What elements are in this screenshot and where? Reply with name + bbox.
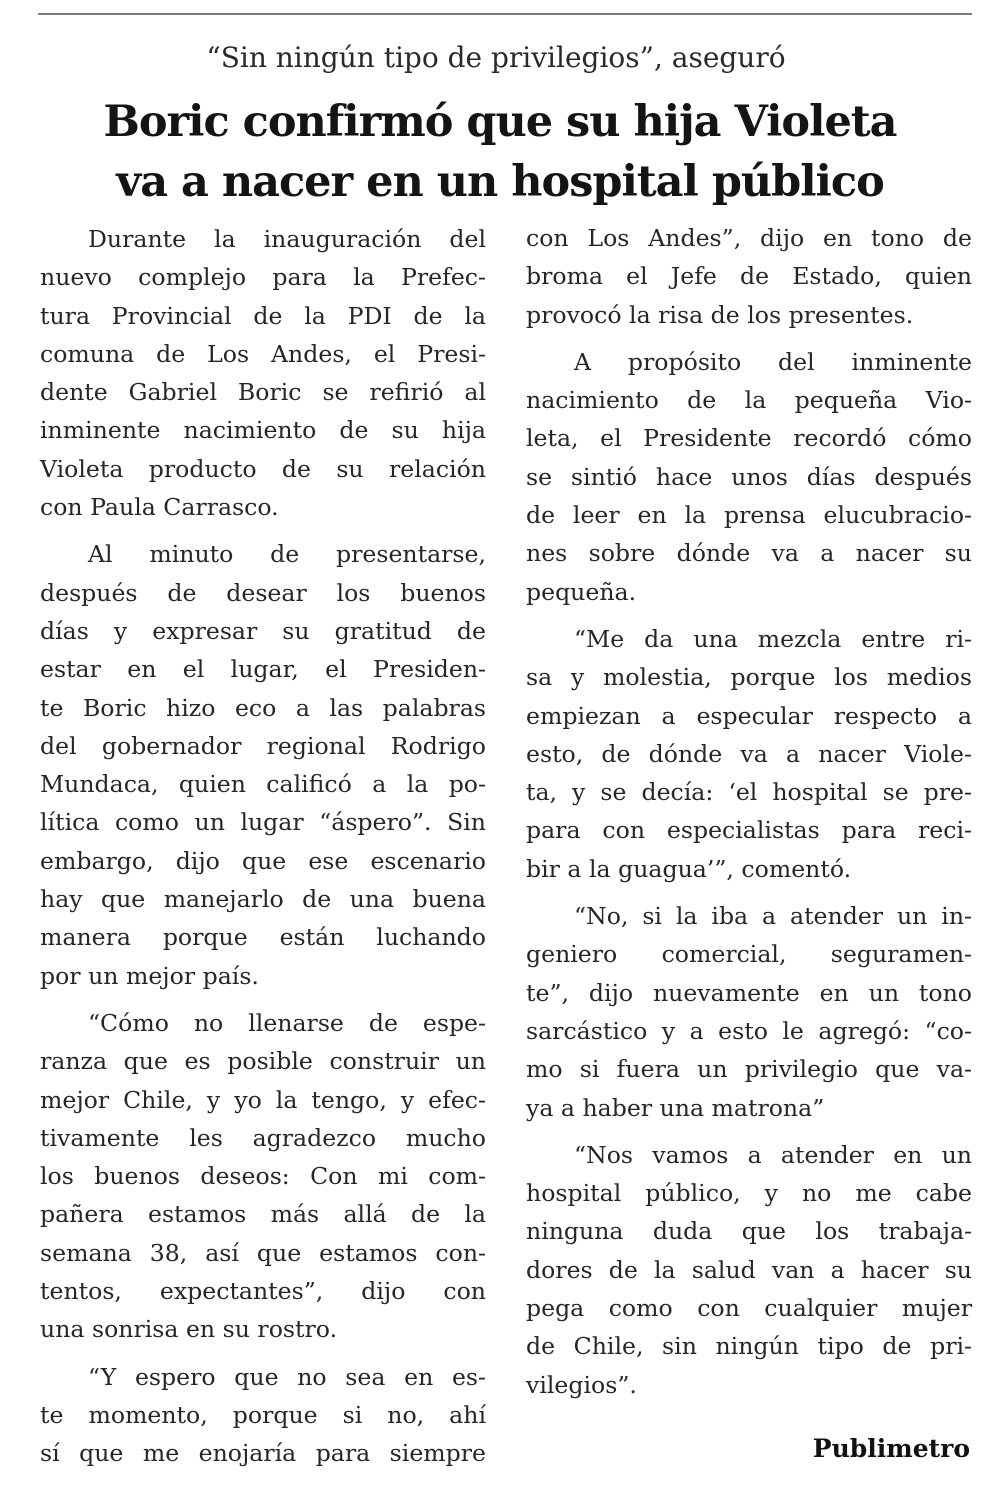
text-line: provocó la risa de los presentes. bbox=[526, 300, 914, 329]
text-line: mo si fuera un privilegio que va- bbox=[526, 1055, 972, 1084]
text-line: Violeta producto de su relación bbox=[40, 454, 486, 483]
text-line: “Cómo no llenarse de espe- bbox=[88, 1008, 486, 1037]
text-line: pañera estamos más allá de la bbox=[40, 1200, 486, 1229]
text-line: del gobernador regional Rodrigo bbox=[40, 731, 486, 760]
paragraph-gap bbox=[40, 995, 486, 1004]
source-credit: Publimetro bbox=[812, 1434, 970, 1463]
text-line: hospital público, y no me cabe bbox=[526, 1179, 972, 1208]
text-line: estar en el lugar, el Presiden- bbox=[40, 655, 486, 684]
text-line: mejor Chile, y yo la tengo, y efec- bbox=[40, 1085, 486, 1114]
text-line: Mundaca, quien calificó a la po- bbox=[40, 770, 486, 799]
text-line: vilegios”. bbox=[526, 1370, 637, 1399]
text-line: “Y espero que no sea en es- bbox=[88, 1362, 486, 1391]
text-line: ta, y se decía: ‘el hospital se pre- bbox=[526, 778, 972, 807]
text-line: dores de la salud van a hacer su bbox=[526, 1255, 972, 1284]
article-column-left bbox=[40, 220, 486, 1473]
text-line: ninguna duda que los trabaja- bbox=[526, 1217, 972, 1246]
paragraph bbox=[526, 1136, 972, 1404]
text-line: días y expresar su gratitud de bbox=[40, 616, 486, 645]
text-line: nacimiento de la pequeña Vio- bbox=[526, 386, 972, 415]
text-line: de leer en la prensa elucubracio- bbox=[526, 501, 972, 530]
text-line: tentos, expectantes”, dijo con bbox=[40, 1277, 486, 1306]
text-line: sí que me enojaría para siempre bbox=[40, 1439, 486, 1468]
text-line: embargo, dijo que ese escenario bbox=[40, 846, 486, 875]
text-line: Durante la inauguración del bbox=[88, 225, 486, 253]
text-line: hay que manejarlo de una buena bbox=[40, 885, 486, 914]
text-line: “Me da una mezcla entre ri- bbox=[574, 624, 972, 653]
text-line: geniero comercial, seguramen- bbox=[526, 940, 972, 969]
text-line: lítica como un lugar “áspero”. Sin bbox=[40, 808, 486, 837]
text-line: bir a la guagua’”, comentó. bbox=[526, 854, 852, 883]
text-line: nes sobre dónde va a nacer su bbox=[526, 539, 972, 568]
text-line: ranza que es posible construir un bbox=[40, 1047, 486, 1076]
text-line: A propósito del inminente bbox=[574, 347, 972, 376]
text-line: te momento, porque si no, ahí bbox=[40, 1400, 486, 1429]
text-line: semana 38, así que estamos con- bbox=[40, 1238, 486, 1267]
headline-line-2: va a nacer en un hospital público bbox=[116, 157, 884, 207]
paragraph bbox=[526, 897, 972, 1127]
text-line: por un mejor país. bbox=[40, 961, 259, 990]
text-line: empiezan a especular respecto a bbox=[526, 701, 972, 730]
text-line: se sintió hace unos días después bbox=[526, 462, 972, 491]
text-line: comuna de Los Andes, el Presi- bbox=[40, 339, 486, 368]
text-line: esto, de dónde va a nacer Viole- bbox=[526, 739, 972, 768]
text-line: “No, si la iba a atender un in- bbox=[574, 902, 972, 931]
kicker: “Sin ningún tipo de privilegios”, aseguró bbox=[206, 41, 786, 74]
headline-line-1: Boric confirmó que su hija Violeta bbox=[103, 97, 897, 147]
text-line: con Paula Carrasco. bbox=[40, 493, 279, 522]
paragraph bbox=[526, 219, 972, 334]
text-line: “Nos vamos a atender en un bbox=[574, 1140, 972, 1169]
paragraph bbox=[40, 1358, 486, 1473]
paragraph bbox=[40, 535, 486, 995]
text-line: inminente nacimiento de su hija bbox=[40, 416, 486, 445]
text-line: pega como con cualquier mujer bbox=[526, 1294, 972, 1323]
text-line: para con especialistas para reci- bbox=[526, 816, 972, 845]
paragraph-gap bbox=[526, 1127, 972, 1136]
top-rule bbox=[38, 13, 972, 15]
text-line: broma el Jefe de Estado, quien bbox=[526, 262, 972, 291]
text-line: sa y molestia, porque los medios bbox=[526, 663, 972, 692]
text-line: tivamente les agradezco mucho bbox=[40, 1123, 486, 1152]
text-line: manera porque están luchando bbox=[40, 923, 486, 952]
text-line: con Los Andes”, dijo en tono de bbox=[526, 224, 972, 252]
paragraph bbox=[526, 620, 972, 888]
text-line: pequeña. bbox=[526, 577, 637, 606]
text-line: dente Gabriel Boric se refirió al bbox=[40, 378, 486, 407]
paragraph-gap bbox=[40, 1349, 486, 1358]
text-line: de Chile, sin ningún tipo de pri- bbox=[526, 1332, 972, 1361]
paragraph-gap bbox=[40, 526, 486, 535]
text-line: nuevo complejo para la Prefec- bbox=[40, 263, 486, 292]
text-line: te Boric hizo eco a las palabras bbox=[40, 693, 486, 722]
text-line: una sonrisa en su rostro. bbox=[40, 1315, 338, 1344]
paragraph bbox=[526, 343, 972, 611]
text-line: después de desear los buenos bbox=[40, 578, 486, 607]
headline bbox=[40, 92, 960, 212]
paragraph-gap bbox=[526, 611, 972, 620]
article-column-right bbox=[526, 219, 972, 1404]
paragraph bbox=[40, 1004, 486, 1349]
text-line: te”, dijo nuevamente en un tono bbox=[526, 978, 972, 1007]
text-line: sarcástico y a esto le agregó: “co- bbox=[526, 1016, 972, 1045]
text-line: Al minuto de presentarse, bbox=[88, 540, 486, 569]
paragraph bbox=[40, 220, 486, 526]
text-line: ya a haber una matrona” bbox=[526, 1093, 825, 1122]
paragraph-gap bbox=[526, 334, 972, 343]
paragraph-gap bbox=[526, 888, 972, 897]
text-line: los buenos deseos: Con mi com- bbox=[40, 1162, 486, 1191]
text-line: tura Provincial de la PDI de la bbox=[40, 301, 486, 330]
text-line: leta, el Presidente recordó cómo bbox=[526, 424, 972, 453]
